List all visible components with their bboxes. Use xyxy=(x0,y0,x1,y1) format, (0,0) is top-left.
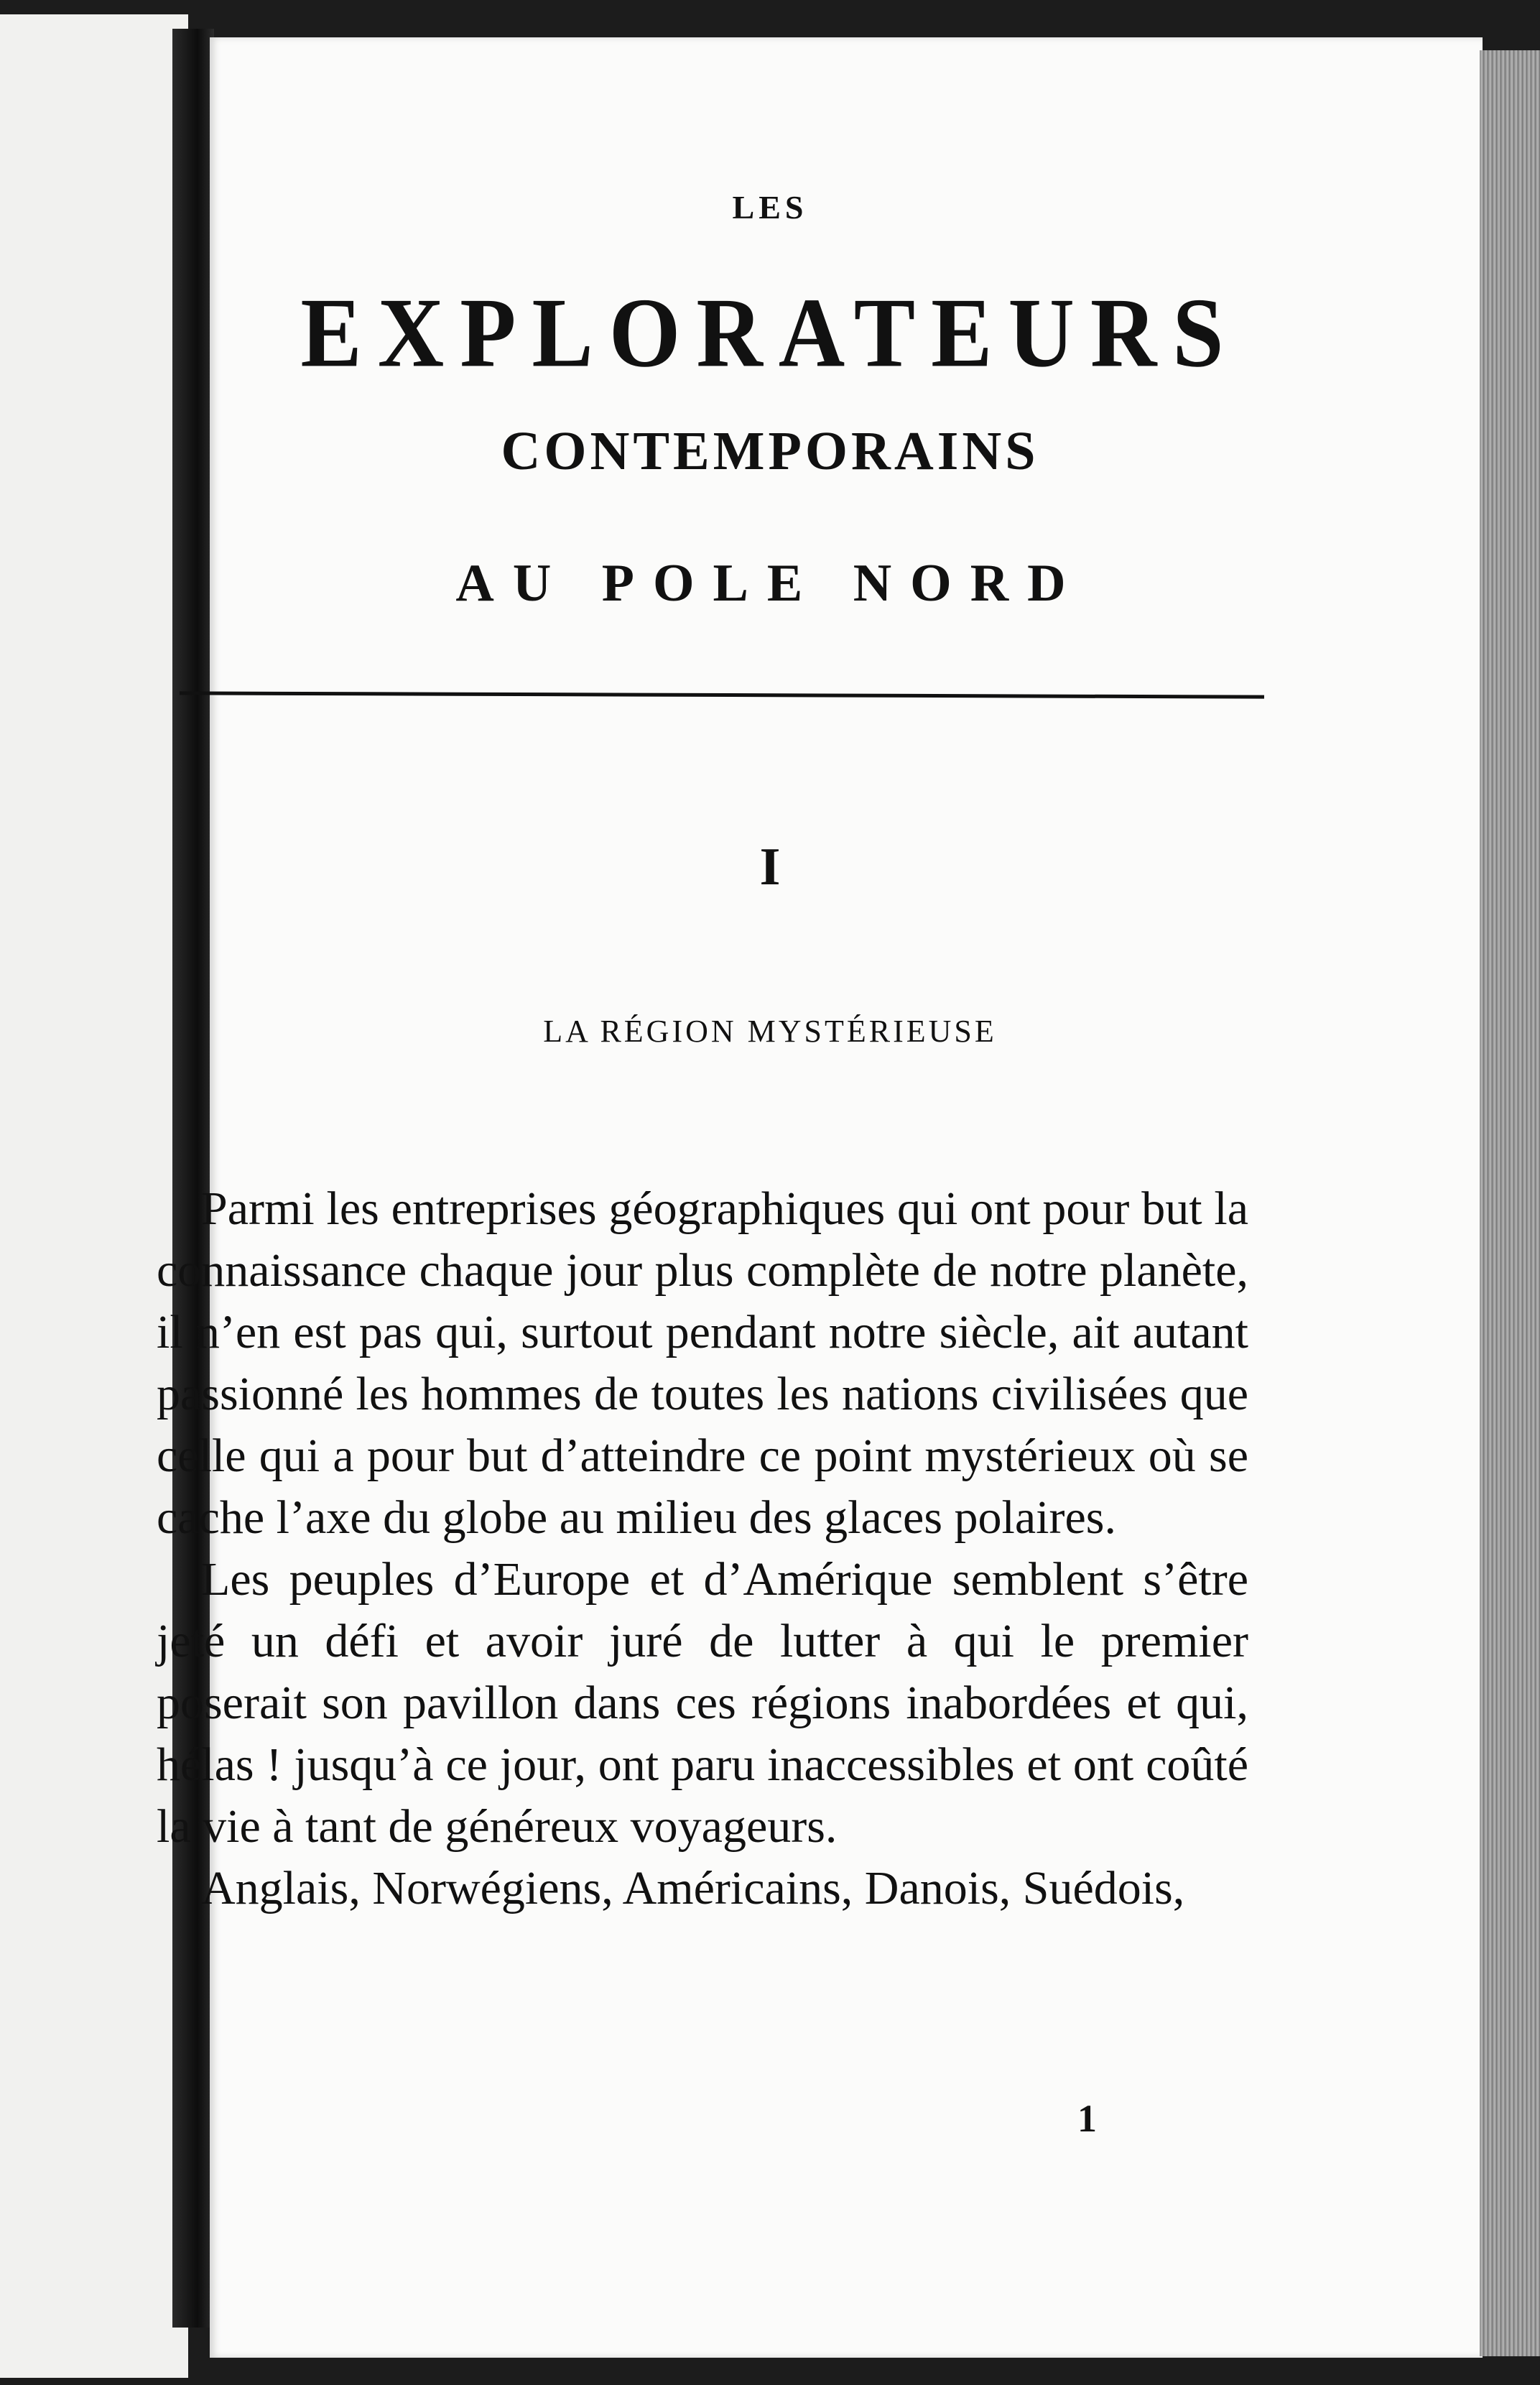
page-stack-edge xyxy=(1480,50,1540,2356)
paragraph-3: Anglais, Norwégiens, Américains, Danois, Suédois, xyxy=(201,1862,1185,1914)
body-text xyxy=(157,1178,1248,1919)
page-number: 1 xyxy=(1077,2097,1097,2140)
chapter-title: LA RÉGION MYSTÉRIEUSE xyxy=(543,1014,997,1049)
chapter-number: I xyxy=(759,838,781,897)
title-article: LES xyxy=(732,189,808,226)
book-title: EXPLORATEURS xyxy=(300,277,1240,388)
paragraph-1: Parmi les entreprises géographiques qui ont pour but la connaissance chaque jour plus complète de notre planète, il n’en est pas qui, surtout pendant notre siècle, ait autant passionné les hommes de toutes les nations civilisées que celle qui a pour but d’atteindre ce point mystérieux où se cache l’axe du globe au milieu des glaces polaires. xyxy=(157,1182,1248,1544)
book-subtitle: CONTEMPORAINS xyxy=(501,421,1039,481)
paragraph-2: Les peuples d’Europe et d’Amérique semblent s’être jeté un défi et avoir juré de lutter à qui le premier poserait son pavillon dans ces régions inabordées et qui, hélas ! jusqu’à ce jour, ont paru inaccessibles et ont coûté la vie à tant de généreux voyageurs. xyxy=(157,1553,1248,1853)
book-subtitle-2: AU POLE NORD xyxy=(455,554,1085,613)
